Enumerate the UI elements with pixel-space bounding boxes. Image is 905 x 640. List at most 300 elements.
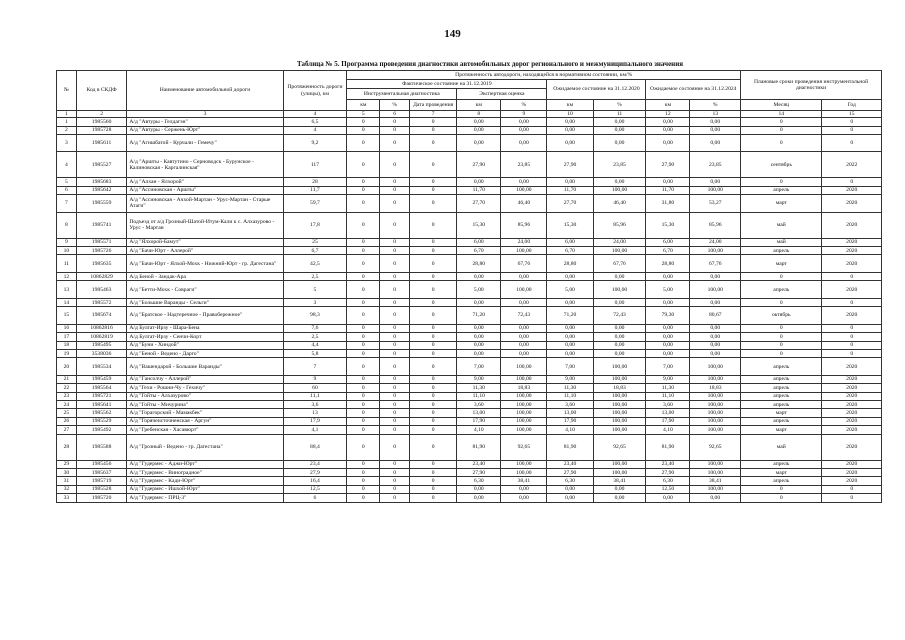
exp2024-pct: 23,85: [690, 152, 741, 178]
instr-pct: 0: [380, 468, 410, 476]
table-row: [57, 417, 882, 425]
row-code: 1985564: [76, 384, 127, 392]
instr-date: 0: [410, 460, 457, 468]
instr-pct: 0: [380, 485, 410, 493]
exp2020-pct: 100,00: [593, 247, 646, 255]
instr-date: 0: [410, 341, 457, 349]
header-pct: %: [690, 100, 741, 111]
expert-km: 0,00: [457, 118, 501, 126]
road-length: 98,3: [283, 307, 347, 325]
plan-month: 0: [741, 272, 822, 280]
table-title: Таблица № 5. Программа проведения диагностики автомобильных дорог регионального и межмуниципального значения: [296, 60, 684, 68]
header-pct: %: [380, 100, 410, 111]
road-name: А/д "Беной - Ведено - Дарго": [127, 349, 283, 357]
instr-date: 0: [410, 384, 457, 392]
expert-pct: 100,00: [501, 468, 547, 476]
exp2024-km: 31,80: [646, 195, 690, 213]
expert-km: 0,00: [457, 333, 501, 341]
table-row: [57, 307, 882, 325]
instr-km: 0: [347, 298, 380, 306]
plan-month: апрель: [741, 477, 822, 485]
road-name: А/д "Грозный - Ведено - гр. Дагестана": [127, 434, 283, 460]
exp2020-pct: 100,00: [593, 460, 646, 468]
instr-date: 0: [410, 298, 457, 306]
table-row: [57, 494, 882, 502]
plan-year: 2020: [822, 195, 882, 213]
row-code: 1985529: [76, 417, 127, 425]
column-number: 5: [347, 111, 380, 118]
plan-month: март: [741, 409, 822, 417]
table-row: [57, 358, 882, 376]
plan-month: 0: [741, 298, 822, 306]
header-code: Код в СКДФ: [76, 71, 127, 111]
expert-km: 9,00: [457, 375, 501, 383]
row-number: 8: [57, 212, 77, 238]
expert-km: 81,90: [457, 434, 501, 460]
road-length: 4,4: [283, 341, 347, 349]
instr-km: 0: [347, 186, 380, 194]
exp2024-pct: 100,00: [690, 375, 741, 383]
instr-pct: 0: [380, 272, 410, 280]
header-month: Месяц: [741, 100, 822, 111]
plan-year: 2020: [822, 434, 882, 460]
exp2020-km: 4,10: [547, 426, 593, 434]
expert-pct: 100,00: [501, 392, 547, 400]
instr-pct: 0: [380, 281, 410, 299]
road-length: 3: [283, 298, 347, 306]
exp2024-km: 15,30: [646, 212, 690, 238]
exp2020-km: 27,90: [547, 468, 593, 476]
instr-pct: 0: [380, 409, 410, 417]
road-name: А/д "Гудермес - Виноградное": [127, 468, 283, 476]
exp2020-km: 23,40: [547, 460, 593, 468]
road-length: 28: [283, 178, 347, 186]
table-row: [57, 255, 882, 273]
expert-pct: 0,00: [501, 178, 547, 186]
road-name: А/д "Гудермес - Ишхой-Юрт": [127, 485, 283, 493]
instr-pct: 0: [380, 434, 410, 460]
instr-km: 0: [347, 247, 380, 255]
plan-year: 2020: [822, 460, 882, 468]
row-code: 1985562: [76, 409, 127, 417]
instr-km: 0: [347, 426, 380, 434]
table-body: [57, 118, 882, 502]
exp2024-km: 0,00: [646, 178, 690, 186]
expert-km: 3,60: [457, 401, 501, 409]
exp2020-km: 0,00: [547, 134, 593, 152]
exp2024-km: 0,00: [646, 349, 690, 357]
road-name: А/д "Автуры - Гелдагэн": [127, 118, 283, 126]
header-km: км: [646, 100, 690, 111]
instr-date: 0: [410, 324, 457, 332]
expert-km: 0,00: [457, 494, 501, 502]
row-number: 19: [57, 349, 77, 357]
table-row: [57, 238, 882, 246]
exp2020-pct: 100,00: [593, 426, 646, 434]
expert-km: 0,00: [457, 272, 501, 280]
exp2020-pct: 38,41: [593, 477, 646, 485]
exp2020-pct: 92,65: [593, 434, 646, 460]
instr-km: 0: [347, 307, 380, 325]
exp2020-km: 0,00: [547, 341, 593, 349]
table-row: [57, 460, 882, 468]
road-length: 2,5: [283, 272, 347, 280]
exp2020-km: 13,00: [547, 409, 593, 417]
row-code: 1985611: [76, 134, 127, 152]
exp2020-km: 5,00: [547, 281, 593, 299]
plan-year: 0: [822, 494, 882, 502]
road-name: Подъезд от а/д Грозный-Шатой-Итум-Кали к с. Алхазурово - Урус - Мартан: [127, 212, 283, 238]
exp2024-km: 3,60: [646, 401, 690, 409]
instr-km: 0: [347, 392, 380, 400]
exp2020-pct: 100,00: [593, 281, 646, 299]
expert-pct: 67,76: [501, 255, 547, 273]
expert-km: 6,70: [457, 247, 501, 255]
exp2020-km: 15,30: [547, 212, 593, 238]
table-row: [57, 375, 882, 383]
instr-km: 0: [347, 375, 380, 383]
instr-date: 0: [410, 401, 457, 409]
expert-pct: 100,00: [501, 247, 547, 255]
plan-year: 2020: [822, 375, 882, 383]
table-row: [57, 247, 882, 255]
header-name: Наименование автомобильной дороги: [127, 71, 283, 111]
instr-pct: 0: [380, 375, 410, 383]
instr-km: 0: [347, 477, 380, 485]
expert-km: 0,00: [457, 178, 501, 186]
expert-pct: 0,00: [501, 134, 547, 152]
row-code: 1985728: [76, 126, 127, 134]
instr-km: 0: [347, 324, 380, 332]
row-number: 26: [57, 417, 77, 425]
expert-km: 15,30: [457, 212, 501, 238]
road-name: А/д "Аршты - Кавтутино - Серноводск - Бурунское - Калиновская - Каргалинская": [127, 152, 283, 178]
exp2020-km: 0,00: [547, 333, 593, 341]
instr-date: 0: [410, 477, 457, 485]
expert-km: 0,00: [457, 485, 501, 493]
road-length: 6,5: [283, 118, 347, 126]
instr-km: 0: [347, 434, 380, 460]
instr-km: 0: [347, 468, 380, 476]
instr-km: 0: [347, 238, 380, 246]
table-row: [57, 281, 882, 299]
exp2020-pct: 0,00: [593, 494, 646, 502]
road-length: 7: [283, 358, 347, 376]
expert-km: 27,90: [457, 152, 501, 178]
exp2024-km: 0,00: [646, 324, 690, 332]
row-number: 32: [57, 485, 77, 493]
plan-year: 2020: [822, 426, 882, 434]
expert-pct: 24,00: [501, 238, 547, 246]
exp2020-pct: 0,00: [593, 134, 646, 152]
row-code: 10862829: [76, 272, 127, 280]
exp2024-km: 9,00: [646, 375, 690, 383]
instr-date: 0: [410, 409, 457, 417]
exp2020-pct: 85,96: [593, 212, 646, 238]
exp2024-km: 11,70: [646, 186, 690, 194]
exp2024-pct: 0,00: [690, 341, 741, 349]
exp2024-pct: 80,67: [690, 307, 741, 325]
exp2024-pct: 92,65: [690, 434, 741, 460]
table-row: [57, 477, 882, 485]
exp2020-pct: 100,00: [593, 468, 646, 476]
exp2020-pct: 100,00: [593, 392, 646, 400]
row-code: 1985492: [76, 426, 127, 434]
header-length: Протяженность дороги (улицы), км: [283, 71, 347, 111]
table-row: [57, 272, 882, 280]
exp2020-km: 17,90: [547, 417, 593, 425]
table-row: [57, 468, 882, 476]
header-exp2024: Ожидаемое состояние на 31.12.2024: [646, 80, 741, 100]
expert-km: 23,40: [457, 460, 501, 468]
instr-pct: 0: [380, 186, 410, 194]
exp2024-km: 27,90: [646, 468, 690, 476]
exp2024-pct: 100,00: [690, 358, 741, 376]
instr-date: 0: [410, 247, 457, 255]
table-row: [57, 349, 882, 357]
road-name: А/д "Вашендарой - Большие Варанды": [127, 358, 283, 376]
instr-km: 0: [347, 178, 380, 186]
instr-date: 0: [410, 134, 457, 152]
expert-pct: 0,00: [501, 118, 547, 126]
road-length: 17,8: [283, 212, 347, 238]
exp2020-km: 0,00: [547, 324, 593, 332]
plan-year: 0: [822, 485, 882, 493]
instr-date: 0: [410, 434, 457, 460]
instr-km: 0: [347, 255, 380, 273]
road-length: 11,1: [283, 392, 347, 400]
exp2024-pct: 100,00: [690, 186, 741, 194]
exp2020-km: 0,00: [547, 298, 593, 306]
exp2024-pct: 0,00: [690, 333, 741, 341]
exp2024-km: 6,30: [646, 477, 690, 485]
exp2024-km: 0,00: [646, 272, 690, 280]
instr-date: 0: [410, 468, 457, 476]
expert-km: 0,00: [457, 349, 501, 357]
exp2024-pct: 24,00: [690, 238, 741, 246]
expert-pct: 0,00: [501, 341, 547, 349]
expert-pct: 72,43: [501, 307, 547, 325]
instr-km: 0: [347, 485, 380, 493]
road-name: А/д Беной - Зандак-Ара: [127, 272, 283, 280]
header-exp2020: Ожидаемое состояние на 31.12.2020: [547, 80, 646, 100]
plan-year: 0: [822, 333, 882, 341]
exp2020-km: 27,70: [547, 195, 593, 213]
instr-km: 0: [347, 272, 380, 280]
expert-pct: 100,00: [501, 281, 547, 299]
exp2024-km: 0,00: [646, 494, 690, 502]
expert-km: 27,90: [457, 468, 501, 476]
expert-km: 5,00: [457, 281, 501, 299]
road-length: 59,7: [283, 195, 347, 213]
plan-year: 2020: [822, 401, 882, 409]
plan-year: 0: [822, 178, 882, 186]
plan-year: 0: [822, 298, 882, 306]
expert-pct: 100,00: [501, 409, 547, 417]
exp2024-km: 7,00: [646, 358, 690, 376]
exp2024-km: 79,30: [646, 307, 690, 325]
exp2024-pct: 0,00: [690, 494, 741, 502]
road-name: А/д Булгат-Ирзу - Шара-Бена: [127, 324, 283, 332]
instr-date: 0: [410, 152, 457, 178]
row-code: 1985683: [76, 178, 127, 186]
column-number: 10: [547, 111, 593, 118]
instr-pct: 0: [380, 417, 410, 425]
row-code: 1985726: [76, 247, 127, 255]
row-code: 1985719: [76, 477, 127, 485]
road-length: 23,4: [283, 460, 347, 468]
road-length: 3,6: [283, 401, 347, 409]
expert-km: 11,30: [457, 384, 501, 392]
instr-date: 0: [410, 307, 457, 325]
table-row: [57, 195, 882, 213]
exp2024-km: 5,00: [646, 281, 690, 299]
expert-km: 6,00: [457, 238, 501, 246]
column-number: 9: [501, 111, 547, 118]
instr-pct: 0: [380, 212, 410, 238]
road-name: А/д "Бачи-Юрт - Ялхой-Мохк - Нижний-Юрт - гр. Дагестана": [127, 255, 283, 273]
instr-pct: 0: [380, 324, 410, 332]
road-name: А/д "Гехи - Рошни-Чу - Гехичу": [127, 384, 283, 392]
exp2020-km: 71,20: [547, 307, 593, 325]
instr-date: 0: [410, 333, 457, 341]
exp2024-pct: 100,00: [690, 401, 741, 409]
plan-month: 0: [741, 126, 822, 134]
plan-month: март: [741, 426, 822, 434]
plan-month: 0: [741, 485, 822, 493]
instr-pct: 0: [380, 494, 410, 502]
column-number: 3: [127, 111, 283, 118]
row-number: 28: [57, 434, 77, 460]
exp2020-pct: 0,00: [593, 485, 646, 493]
road-length: 42,5: [283, 255, 347, 273]
exp2024-km: 6,00: [646, 238, 690, 246]
exp2020-km: 11,10: [547, 392, 593, 400]
plan-month: 0: [741, 118, 822, 126]
road-length: 5,8: [283, 349, 347, 357]
plan-month: 0: [741, 324, 822, 332]
road-name: А/д "Гойты - Мичурина": [127, 401, 283, 409]
instr-date: 0: [410, 392, 457, 400]
expert-pct: 0,00: [501, 333, 547, 341]
expert-pct: 18,83: [501, 384, 547, 392]
row-number: 3: [57, 134, 77, 152]
plan-year: 0: [822, 118, 882, 126]
exp2024-pct: 38,41: [690, 477, 741, 485]
plan-month: апрель: [741, 281, 822, 299]
column-number: 12: [646, 111, 690, 118]
exp2024-pct: 100,00: [690, 247, 741, 255]
road-name: А/д "Бетти-Мохк - Совраги": [127, 281, 283, 299]
instr-km: 0: [347, 460, 380, 468]
plan-year: 2020: [822, 212, 882, 238]
exp2020-pct: 0,00: [593, 341, 646, 349]
expert-pct: 23,85: [501, 152, 547, 178]
plan-month: май: [741, 434, 822, 460]
instr-km: 0: [347, 152, 380, 178]
road-name: А/д Булгат-Ирзу - Сенчи-Корт: [127, 333, 283, 341]
exp2024-pct: 0,00: [690, 272, 741, 280]
road-name: А/д "Буни - Хиндой": [127, 341, 283, 349]
expert-pct: 0,00: [501, 349, 547, 357]
table-row: [57, 152, 882, 178]
instr-km: 0: [347, 134, 380, 152]
plan-month: март: [741, 195, 822, 213]
instr-pct: 0: [380, 477, 410, 485]
exp2020-pct: 0,00: [593, 349, 646, 357]
road-length: 27,9: [283, 468, 347, 476]
plan-month: март: [741, 468, 822, 476]
exp2020-km: 3,60: [547, 401, 593, 409]
plan-month: апрель: [741, 247, 822, 255]
column-number: 13: [690, 111, 741, 118]
column-number: 1: [57, 111, 77, 118]
road-length: 12,5: [283, 485, 347, 493]
exp2024-pct: 100,00: [690, 281, 741, 299]
row-number: 33: [57, 494, 77, 502]
expert-km: 7,00: [457, 358, 501, 376]
table-row: [57, 409, 882, 417]
row-number: 23: [57, 392, 77, 400]
exp2020-pct: 23,85: [593, 152, 646, 178]
instr-km: 0: [347, 349, 380, 357]
row-code: 1985635: [76, 255, 127, 273]
table-row: [57, 392, 882, 400]
exp2020-km: 9,00: [547, 375, 593, 383]
instr-pct: 0: [380, 118, 410, 126]
row-number: 30: [57, 468, 77, 476]
table-row: [57, 298, 882, 306]
instr-pct: 0: [380, 349, 410, 357]
exp2020-km: 6,70: [547, 247, 593, 255]
exp2024-pct: 0,00: [690, 324, 741, 332]
plan-month: апрель: [741, 358, 822, 376]
exp2020-km: 81,90: [547, 434, 593, 460]
instr-km: 0: [347, 409, 380, 417]
row-number: 5: [57, 178, 77, 186]
exp2024-km: 12,50: [646, 485, 690, 493]
header-plan: Плановые сроки проведения инструментальной диагностики: [741, 71, 882, 100]
instr-date: 0: [410, 212, 457, 238]
exp2020-pct: 18,83: [593, 384, 646, 392]
exp2020-pct: 0,00: [593, 324, 646, 332]
column-number-row: [57, 111, 882, 118]
road-length: 17,9: [283, 417, 347, 425]
instr-pct: 0: [380, 134, 410, 152]
exp2020-km: 27,90: [547, 152, 593, 178]
row-number: 7: [57, 195, 77, 213]
plan-month: апрель: [741, 375, 822, 383]
road-name: А/д "Ялхорой-Бамут": [127, 238, 283, 246]
road-name: А/д "Гансолчу - Аллерой": [127, 375, 283, 383]
instr-pct: 0: [380, 333, 410, 341]
exp2024-pct: 53,27: [690, 195, 741, 213]
plan-month: 0: [741, 178, 822, 186]
exp2020-pct: 100,00: [593, 409, 646, 417]
exp2020-km: 11,30: [547, 384, 593, 392]
row-number: 15: [57, 307, 77, 325]
exp2024-km: 11,10: [646, 392, 690, 400]
road-name: А/д "Автуры - Сержень-Юрт": [127, 126, 283, 134]
exp2024-km: 27,90: [646, 152, 690, 178]
plan-year: 2020: [822, 255, 882, 273]
instr-pct: 0: [380, 401, 410, 409]
instr-km: 0: [347, 358, 380, 376]
column-number: 15: [822, 111, 882, 118]
row-number: 14: [57, 298, 77, 306]
table-row: [57, 126, 882, 134]
exp2024-km: 0,00: [646, 298, 690, 306]
